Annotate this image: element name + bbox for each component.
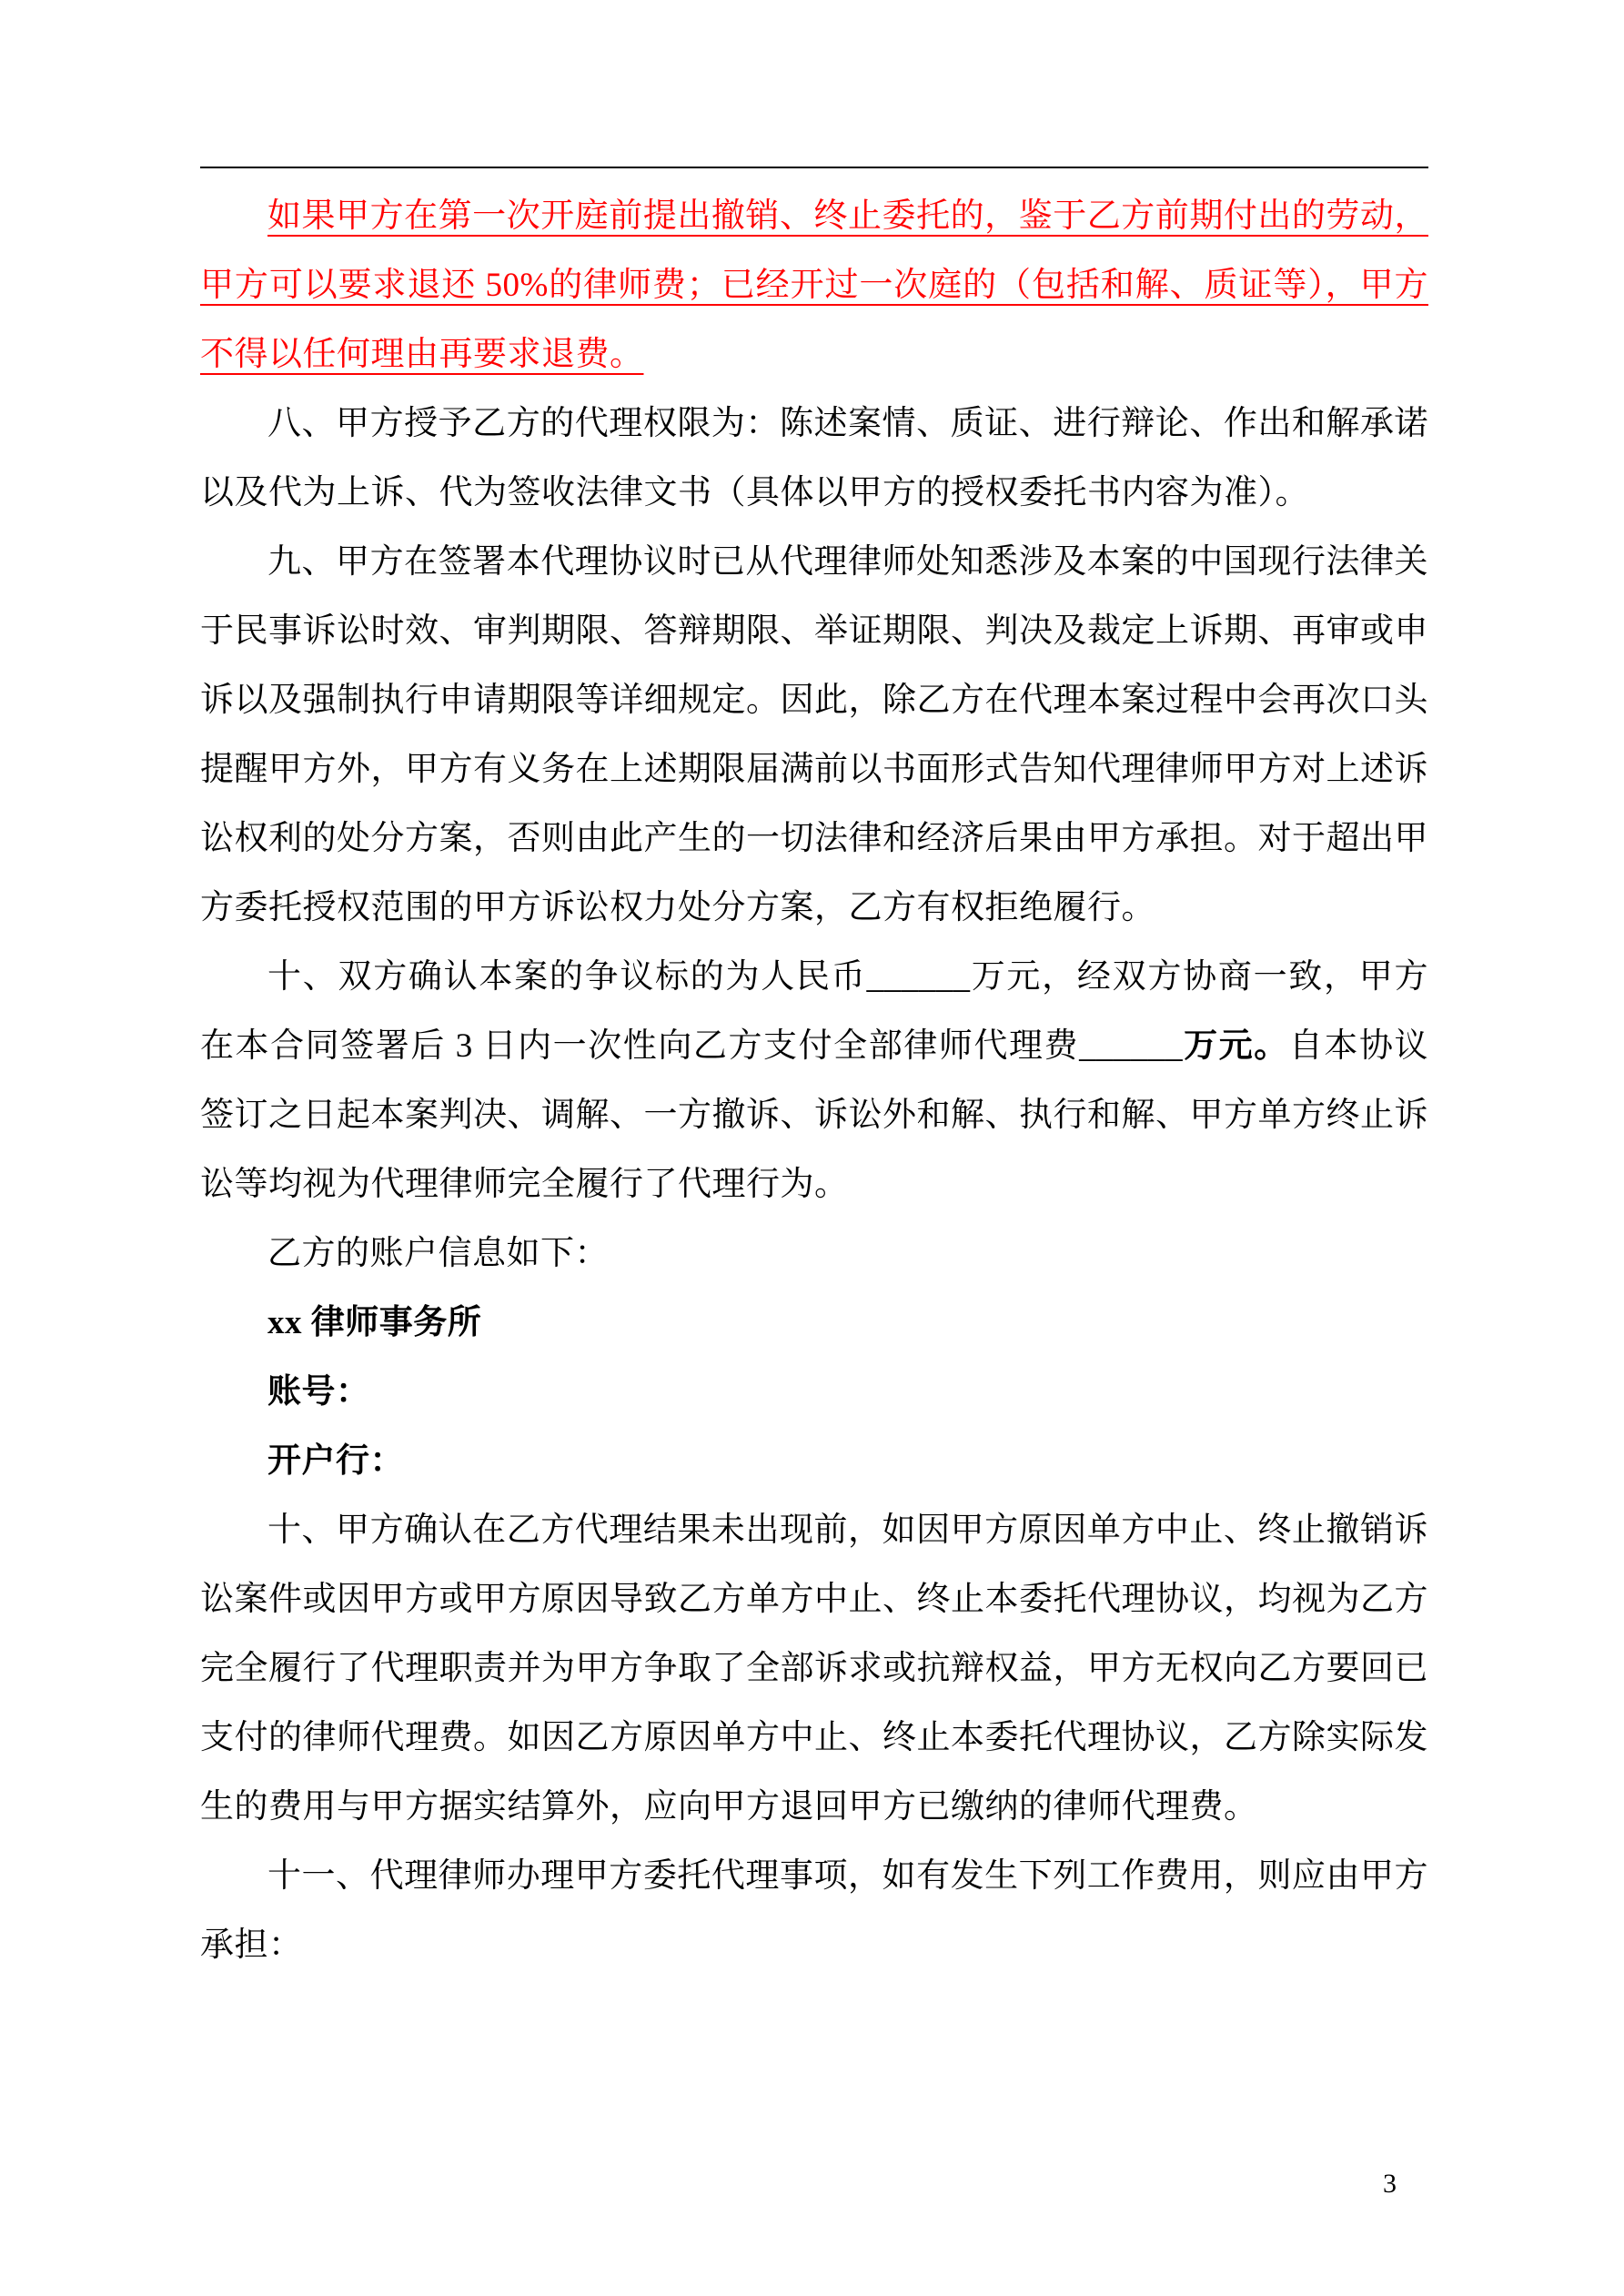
para-item-11-expenses — [200, 1842, 1428, 1980]
text-run: 八、甲方授予乙方的代理权限为：陈述案情、质证、进行辩论、作出和解承诺以及代为上诉、代为签收法律文书（具体以甲方的授权委托书内容为准）。 — [200, 405, 1428, 511]
text-run: 万元。 — [1183, 1027, 1289, 1065]
text-run: 十、双方确认本案的争议标的为人民币 — [267, 958, 867, 996]
text-run: xx 律师事务所 — [267, 1304, 482, 1341]
text-run: ______ — [1079, 1027, 1184, 1065]
text-run: 如果甲方在第一次开庭前提出撤销、终止委托的，鉴于乙方前期付出的劳动，甲方可以要求退还 50%的律师费；已经开过一次庭的（包括和解、质证等），甲方不得以任何理由再要求退费。 — [200, 197, 1428, 373]
para-item-8-authority — [200, 389, 1428, 528]
para-item-9-deadlines — [200, 528, 1428, 943]
text-run: 账号： — [267, 1373, 370, 1411]
para-account-number — [200, 1358, 1428, 1427]
text-run: ______ — [866, 958, 971, 996]
document-body — [200, 182, 1428, 1980]
text-run: 开户行： — [267, 1442, 404, 1480]
para-item-10-fee — [200, 943, 1428, 1219]
text-run: 十一、代理律师办理甲方委托代理事项，如有发生下列工作费用，则应由甲方承担： — [200, 1857, 1428, 1964]
para-account-intro — [200, 1219, 1428, 1289]
text-run: 乙方的账户信息如下： — [267, 1235, 609, 1272]
text-run: 十、甲方确认在乙方代理结果未出现前，如因甲方原因单方中止、终止撤销诉讼案件或因甲方或甲方原因导致乙方单方中止、终止本委托代理协议，均视为乙方完全履行了代理职责并为甲方争取了全部诉求或抗辩权益，甲方无权向乙方要回已支付的律师代理费。如因乙方原因单方中止、终止本委托代理协议，乙方除实际发生的费用与甲方据实结算外，应向甲方退回甲方已缴纳的律师代理费。 — [200, 1512, 1428, 1826]
text-run: 自本协议签订之日起本案判决、调解、一方撤诉、诉讼外和解、执行和解、甲方单方终止诉讼等均视为代理律师完全履行了代理行为。 — [200, 1027, 1429, 1203]
text-run: 万元，经双方协商一致，甲方在本合同签署后 3 日内一次性向乙方支付全部律师代理费 — [200, 958, 1429, 1065]
header-divider — [200, 167, 1428, 168]
para-account-bank — [200, 1427, 1428, 1496]
para-item-10-termination — [200, 1496, 1428, 1842]
para-red-refund-note — [200, 182, 1428, 389]
para-law-firm-name — [200, 1289, 1428, 1358]
text-run: 九、甲方在签署本代理协议时已从代理律师处知悉涉及本案的中国现行法律关于民事诉讼时效、审判期限、答辩期限、举证期限、判决及裁定上诉期、再审或申诉以及强制执行申请期限等详细规定。因此，除乙方在代理本案过程中会再次口头提醒甲方外，甲方有义务在上述期限届满前以书面形式告知代理律师甲方对上述诉讼权利的处分方案，否则由此产生的一切法律和经济后果由甲方承担。对于超出甲方委托授权范围的甲方诉讼权力处分方案，乙方有权拒绝履行。 — [200, 543, 1428, 926]
page-number: 3 — [1383, 2169, 1397, 2199]
